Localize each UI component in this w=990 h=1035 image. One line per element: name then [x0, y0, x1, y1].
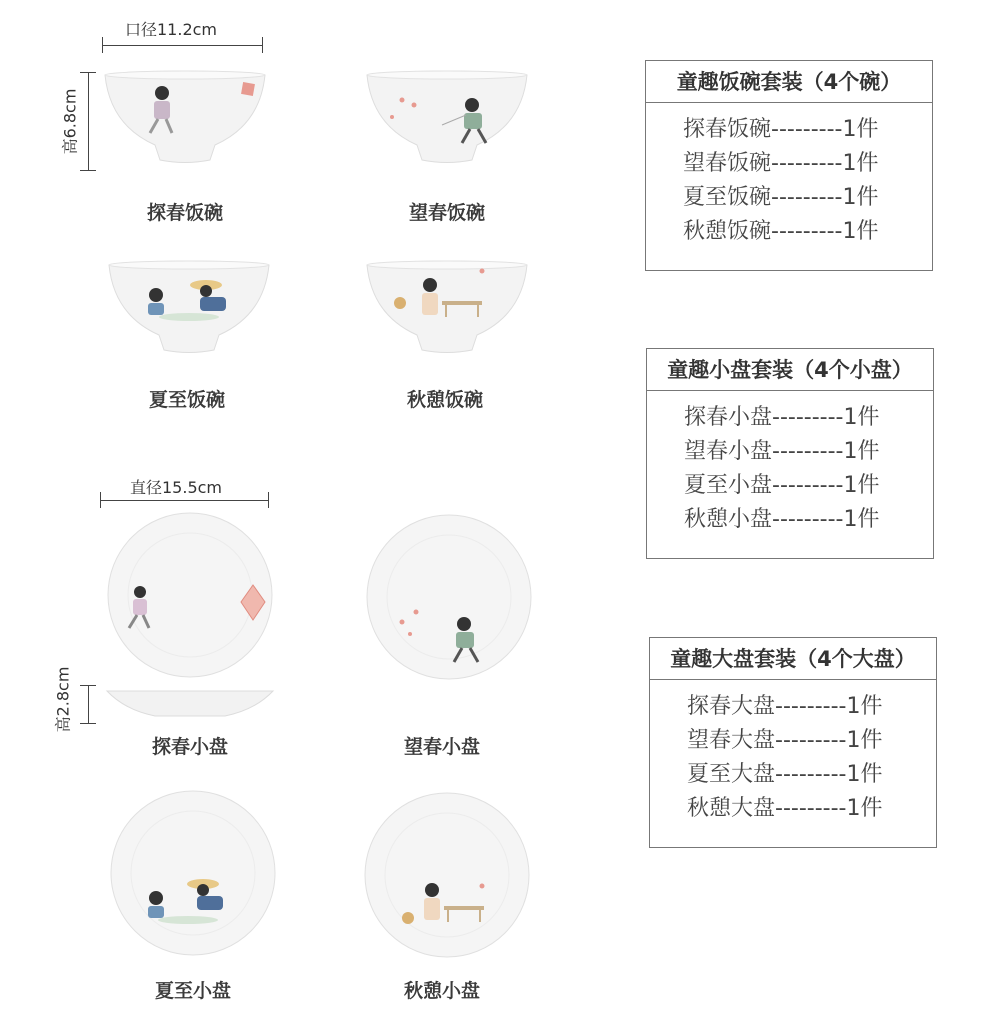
plate-tanchun-label: 探春小盘	[151, 736, 228, 758]
bowl-qiuqi-label: 秋憩饭碗	[406, 389, 483, 411]
plate-qiuqi-image	[362, 790, 532, 960]
set-item: 望春饭碗---------1件	[683, 151, 879, 176]
set-item: 夏至大盘---------1件	[687, 762, 883, 787]
set-item: 望春小盘---------1件	[684, 439, 880, 464]
plate-tanchun-side-image	[105, 688, 275, 718]
plate-xiazhi-image	[108, 788, 278, 958]
set-item: 探春大盘---------1件	[687, 694, 883, 719]
set-box-bowls	[645, 60, 933, 271]
plate-qiuqi-label: 秋憩小盘	[403, 980, 480, 1002]
set-item: 望春大盘---------1件	[687, 728, 883, 753]
bowl-xiazhi-image	[104, 255, 274, 365]
set-item: 夏至小盘---------1件	[684, 473, 880, 498]
set-item: 夏至饭碗---------1件	[683, 185, 879, 210]
set-item: 探春小盘---------1件	[684, 405, 880, 430]
bowl-height-line	[88, 72, 89, 170]
set-title-bowls: 童趣饭碗套装（4个碗）	[646, 61, 932, 103]
bowl-diameter-tick-left	[102, 37, 103, 53]
plate-height-tick-bottom	[80, 723, 96, 724]
bowl-xiazhi-label: 夏至饭碗	[148, 389, 225, 411]
set-box-small-plates	[646, 348, 934, 559]
bowl-diameter-tick-right	[262, 37, 263, 53]
bowl-wangchun-label: 望春饭碗	[408, 202, 485, 224]
set-title-small-plates: 童趣小盘套装（4个小盘）	[647, 349, 933, 391]
bowl-tanchun-image	[100, 65, 270, 175]
set-item: 秋憩饭碗---------1件	[683, 219, 879, 244]
plate-height-line	[88, 685, 89, 723]
bowl-tanchun-label: 探春饭碗	[146, 202, 223, 224]
plate-wangchun-label: 望春小盘	[403, 736, 480, 758]
plate-xiazhi-label: 夏至小盘	[154, 980, 231, 1002]
bowl-wangchun-image	[362, 65, 532, 175]
set-box-large-plates	[649, 637, 937, 848]
bowl-height-tick-bottom	[80, 170, 96, 171]
bowl-diameter-line	[102, 45, 262, 46]
set-title-large-plates: 童趣大盘套装（4个大盘）	[650, 638, 936, 680]
plate-diameter-tick-left	[100, 492, 101, 508]
plate-tanchun-image	[105, 510, 275, 680]
plate-height-label: 高2.8cm	[53, 666, 73, 733]
plate-height-tick-top	[80, 685, 96, 686]
plate-diameter-tick-right	[268, 492, 269, 508]
set-item: 秋憩大盘---------1件	[687, 796, 883, 821]
set-item: 探春饭碗---------1件	[683, 117, 879, 142]
plate-wangchun-image	[364, 512, 534, 682]
plate-diameter-label: 直径15.5cm	[130, 478, 223, 497]
set-item: 秋憩小盘---------1件	[684, 507, 880, 532]
plate-diameter-line	[100, 500, 268, 501]
bowl-diameter-label: 口径11.2cm	[125, 20, 218, 39]
bowl-height-tick-top	[80, 72, 96, 73]
bowl-qiuqi-image	[362, 255, 532, 365]
bowl-height-label: 高6.8cm	[60, 88, 80, 155]
